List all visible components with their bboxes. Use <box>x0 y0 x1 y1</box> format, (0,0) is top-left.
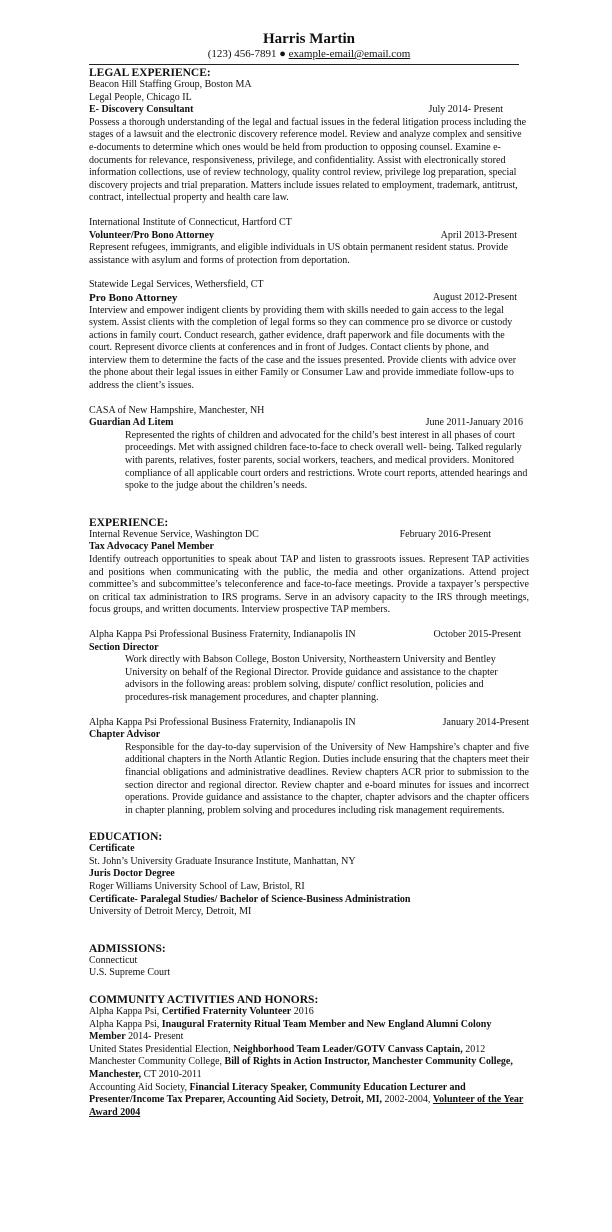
community-entry <box>89 1006 529 1019</box>
job-date: August 2012-Present <box>432 291 517 303</box>
resume-page <box>89 30 529 1119</box>
job-role: E- Discovery Consultant <box>89 104 194 116</box>
entry-org: Manchester Community College, <box>89 1056 225 1068</box>
job-header-row <box>89 104 503 117</box>
job-date: June 2011-January 2016 <box>425 417 523 429</box>
job-org: CASA of New Hampshire, Manchester, NH <box>89 404 265 416</box>
education-section <box>89 831 529 919</box>
job-header-row <box>89 292 517 305</box>
entry-role: Neighborhood Team Leader/GOTV Canvass Captain, <box>233 1043 463 1055</box>
entry-role: Certified Fraternity Volunteer <box>161 1006 292 1018</box>
job-org: Beacon Hill Staffing Group, Boston MA <box>89 79 252 90</box>
job-description: Identify outreach opportunities to speak about TAP and listen to grassroots issues. Represent TAP activities and positions when communicating with the public, the media and other organizations. Attend project committee’s and subcommittee’s teleconference and face-to-face meetings. Provide a taxpayer’s perspective on critical tax administration to IRS programs. Serve in an advisory capacity to the IRS through meetings, focus groups, and written documents. Interview prospective TAP members. <box>89 554 529 616</box>
section-title-experience: EXPERIENCE: <box>89 516 169 529</box>
job-header-row <box>89 629 521 642</box>
admission-item: U.S. Supreme Court <box>89 967 171 979</box>
entry-role: Financial Literacy Speaker, Community Education Lecturer and Presenter/Income Tax Preparer, Accounting Aid Society, Detroit, MI, <box>89 1081 466 1106</box>
job-role: Pro Bono Attorney <box>89 291 178 304</box>
job-org: Internal Revenue Service, Washington DC <box>89 528 259 540</box>
experience-section <box>89 517 529 817</box>
job-date: February 2016-Present <box>399 528 491 540</box>
job-header-row <box>89 417 523 430</box>
job-date: January 2014-Present <box>442 716 529 728</box>
job-role: Guardian Ad Litem <box>89 417 174 429</box>
entry-role: Bill of Rights in Action Instructor, Manchester Community College, Manchester, <box>89 1056 513 1080</box>
entry-org: Alpha Kappa Psi, <box>89 1018 162 1030</box>
entry-date: 2002-2004, <box>382 1094 433 1106</box>
legal-experience-section <box>89 67 529 493</box>
community-section <box>89 994 529 1119</box>
job-date: April 2013-Present <box>440 229 517 241</box>
job-header-row <box>89 529 491 542</box>
education-school: St. John’s University Graduate Insurance Institute, Manhattan, NY <box>89 855 356 867</box>
entry-role: Inaugural Fraternity Ritual Team Member and New England Alumni Colony Member <box>89 1018 492 1043</box>
job-description: Interview and empower indigent clients by providing them with skills needed to gain access to the legal system. Assist clients with the completion of legal forms so they can commence pro se divorce or custody actions in family court. Conduct research, gather evidence, draft paperwork and file documents with the court. Represent divorce clients at conferences and in front of Judges. Contact clients by phone, and interview them to determine the facts of the case and the issues presented. Provide clients with advice over the phone about their legal issues in either Family or Consumer Law and provide immediate follow-ups to address the client’s issues. <box>89 304 517 392</box>
education-degree: Juris Doctor Degree <box>89 868 175 880</box>
job-header-row <box>89 717 529 730</box>
community-entry <box>89 1019 529 1044</box>
admission-item: Connecticut <box>89 954 138 966</box>
contact-line <box>0 48 612 61</box>
job-description: Work directly with Babson College, Boston University, Northeastern University and Bentley University on behalf of the Regional Director. Provide guidance and assistance to the chapter advisors in the following areas: problem solving, dispute/ conflict resolution, policies and procedures-risk management procedures, and chapter planning. <box>125 654 498 703</box>
job-description: Represent refugees, immigrants, and eligible individuals in US obtain permanent resident status. Provide assistance with asylum and forms of protection from deportation. <box>89 242 509 266</box>
job-role: Volunteer/Pro Bono Attorney <box>89 229 214 241</box>
entry-date: 2016 <box>291 1006 314 1018</box>
job-date: July 2014- Present <box>428 104 503 116</box>
job-client: Legal People, Chicago IL <box>89 91 192 103</box>
education-school: Roger Williams University School of Law, Bristol, RI <box>89 881 305 893</box>
entry-date: CT 2010-2011 <box>141 1069 202 1080</box>
phone-number: (123) 456-7891 <box>207 48 277 60</box>
community-entry <box>89 1044 529 1057</box>
entry-org: United States Presidential Election, <box>89 1043 234 1055</box>
job-description: Responsible for the day-to-day supervision of the University of New Hampshire’s chapter and five additional chapters in the North Atlantic Region. Duties include ensuring that the chapters meet their financial obligations and administrative deadlines. Review chapters ACR prior to submission to the section director and regional director. Review chapter and e-board minutes for issues and incorrect operations. Provide guidance and assistance to the chapter, chapter advisors and the chapter officers in chapter planning, problem solving and procedures including risk management requirements. <box>125 741 529 816</box>
bullet-separator: ● <box>279 48 286 60</box>
job-org: Alpha Kappa Psi Professional Business Fraternity, Indianapolis IN <box>89 716 356 728</box>
community-entry <box>89 1056 529 1081</box>
job-role: Tax Advocacy Panel Member <box>89 541 214 553</box>
education-school: University of Detroit Mercy, Detroit, MI <box>89 906 252 918</box>
entry-org: Alpha Kappa Psi, <box>89 1006 162 1018</box>
job-role: Section Director <box>89 641 159 653</box>
section-title-admissions: ADMISSIONS: <box>89 942 166 955</box>
community-entry <box>89 1082 529 1120</box>
job-org: Alpha Kappa Psi Professional Business Fraternity, Indianapolis IN <box>89 628 356 640</box>
job-org: International Institute of Connecticut, Hartford CT <box>89 216 292 228</box>
header-divider <box>89 64 519 65</box>
job-date: October 2015-Present <box>433 628 521 640</box>
section-title-legal: LEGAL EXPERIENCE: <box>89 67 211 79</box>
entry-org: Accounting Aid Society, <box>89 1081 190 1093</box>
job-org: Statewide Legal Services, Wethersfield, CT <box>89 279 264 291</box>
job-header-row <box>89 230 517 243</box>
job-description: Possess a thorough understanding of the legal and factual issues in the federal litigation process including the stages of a lawsuit and the electronic discovery reference model. Review and analyze complex and sensitive e-documents to determine which ones would be held from production to opposing counsel. Examine e-documents for relevance, responsiveness, privilege, and confidentiality. Assist with electronically stored information collections, use of review technology, quality control review, privilege log preparation, special discovery projects and trial preparation. Matters include issues related to employment, trademark, antitrust, contract, intellectual property and health care law. <box>89 116 527 204</box>
entry-date: 2014- Present <box>125 1031 184 1043</box>
entry-date: 2012 <box>462 1043 486 1055</box>
education-degree: Certificate <box>89 843 135 855</box>
section-title-community: COMMUNITY ACTIVITIES AND HONORS: <box>89 994 319 1007</box>
section-title-education: EDUCATION: <box>89 831 163 844</box>
education-degree: Certificate- Paralegal Studies/ Bachelor of Science-Business Administration <box>89 893 411 905</box>
job-description: Represented the rights of children and advocated for the child’s best interest in all phases of court proceedings. Met with assigned children face-to-face to check overall well- being. Talked regularly with parents, relatives, foster parents, social workers, teachers, and medical providers. Monitored compliance of all applicable court orders and restrictions. Wrote court reports, attended hearings and spoke to the judge about the children’s needs. <box>125 429 528 492</box>
entry-award: Volunteer of the Year Award 2004 <box>89 1094 524 1118</box>
job-role: Chapter Advisor <box>89 729 161 741</box>
email-link[interactable]: example-email@email.com <box>288 48 411 60</box>
admissions-section <box>89 943 529 980</box>
candidate-name: Harris Martin <box>262 31 356 47</box>
